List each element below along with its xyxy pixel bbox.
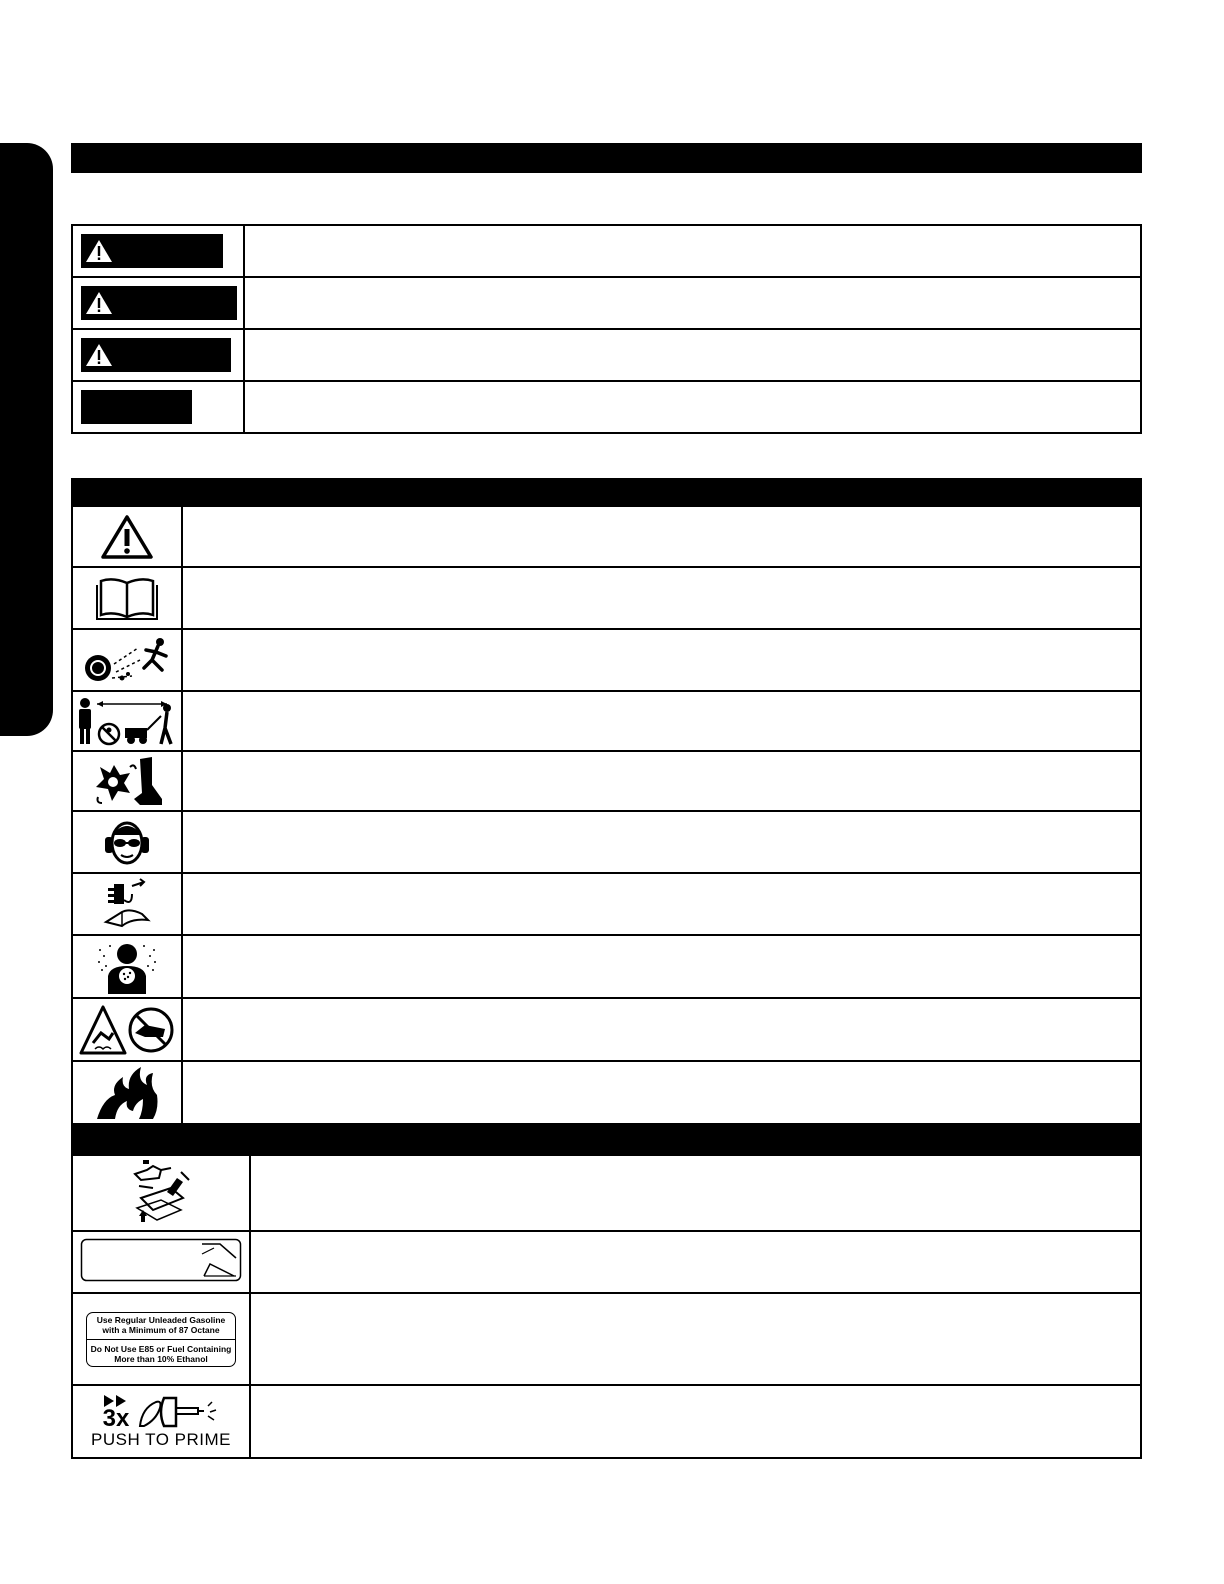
keep-bystanders-away-icon	[75, 696, 179, 746]
alert-triangle-icon	[84, 290, 114, 316]
signal-row-notice	[72, 381, 1141, 433]
ethanol-line-1: Do Not Use E85 or Fuel Containing	[90, 1343, 232, 1354]
fuel-section-header-bar	[71, 1124, 1142, 1155]
warning-badge	[81, 286, 237, 320]
primer-bulb-icon	[136, 1394, 220, 1430]
section-side-tab	[0, 143, 53, 736]
fuel-row-description	[250, 1231, 1141, 1293]
add-oil-fill-icon	[131, 1158, 191, 1224]
safety-symbols-table	[71, 505, 1142, 1125]
signal-row-description	[244, 277, 1141, 329]
symbol-description	[182, 629, 1141, 691]
signal-row-danger	[72, 225, 1141, 277]
symbol-row	[72, 691, 1141, 751]
symbol-row	[72, 935, 1141, 998]
caution-badge	[81, 338, 231, 372]
section-title-bar	[71, 143, 1142, 173]
notice-badge	[81, 390, 192, 424]
gasoline-requirement-label	[86, 1312, 236, 1367]
eye-ear-protection-icon	[103, 817, 151, 867]
symbol-row	[72, 629, 1141, 691]
fuel-level-icon	[80, 1238, 242, 1282]
danger-badge	[81, 234, 223, 268]
symbol-row	[72, 1061, 1141, 1124]
fire-icon	[93, 1065, 161, 1121]
symbol-description	[182, 751, 1141, 811]
symbol-row	[72, 873, 1141, 935]
thrown-objects-icon	[82, 634, 172, 686]
symbols-header-bar	[71, 478, 1142, 506]
hot-surface-no-touch-icon	[79, 1003, 175, 1057]
fuel-row-description	[250, 1293, 1141, 1385]
signal-word-table	[71, 224, 1142, 434]
fuel-row-description	[250, 1385, 1141, 1458]
disconnect-spark-plug-icon	[102, 878, 152, 930]
gasoline-line-2: with a Minimum of 87 Octane	[102, 1324, 220, 1335]
gasoline-line-1: Use Regular Unleaded Gasoline	[96, 1314, 226, 1325]
fuel-row-primer	[72, 1385, 1141, 1458]
symbol-description	[182, 691, 1141, 751]
symbol-description	[182, 998, 1141, 1061]
symbol-row	[72, 751, 1141, 811]
alert-triangle-icon	[84, 342, 114, 368]
symbol-row	[72, 506, 1141, 567]
fuel-row-tank	[72, 1231, 1141, 1293]
signal-row-description	[244, 225, 1141, 277]
signal-row-description	[244, 329, 1141, 381]
symbol-row	[72, 998, 1141, 1061]
signal-row-warning	[72, 277, 1141, 329]
primer-count: 3x	[102, 1404, 130, 1432]
primer-graphic	[73, 1394, 249, 1430]
fuel-row-gasoline	[72, 1293, 1141, 1385]
rotating-blade-foot-icon	[90, 755, 164, 807]
signal-row-caution	[72, 329, 1141, 381]
symbol-row	[72, 567, 1141, 629]
safety-alert-icon	[99, 513, 155, 561]
toxic-fumes-icon	[96, 940, 158, 994]
label-divider	[87, 1339, 235, 1340]
symbol-description	[182, 506, 1141, 567]
symbol-description	[182, 811, 1141, 873]
ethanol-line-2: More than 10% Ethanol	[114, 1353, 208, 1364]
push-to-prime-label: PUSH TO PRIME	[90, 1429, 231, 1449]
fuel-row-description	[250, 1155, 1141, 1231]
fuel-row-oil	[72, 1155, 1141, 1231]
fuel-labels-table	[71, 1154, 1142, 1459]
signal-row-description	[244, 381, 1141, 433]
symbol-description	[182, 567, 1141, 629]
symbol-description	[182, 935, 1141, 998]
symbol-description	[182, 873, 1141, 935]
symbol-description	[182, 1061, 1141, 1124]
symbol-row	[72, 811, 1141, 873]
alert-triangle-icon	[84, 238, 114, 264]
read-manual-icon	[95, 575, 159, 621]
